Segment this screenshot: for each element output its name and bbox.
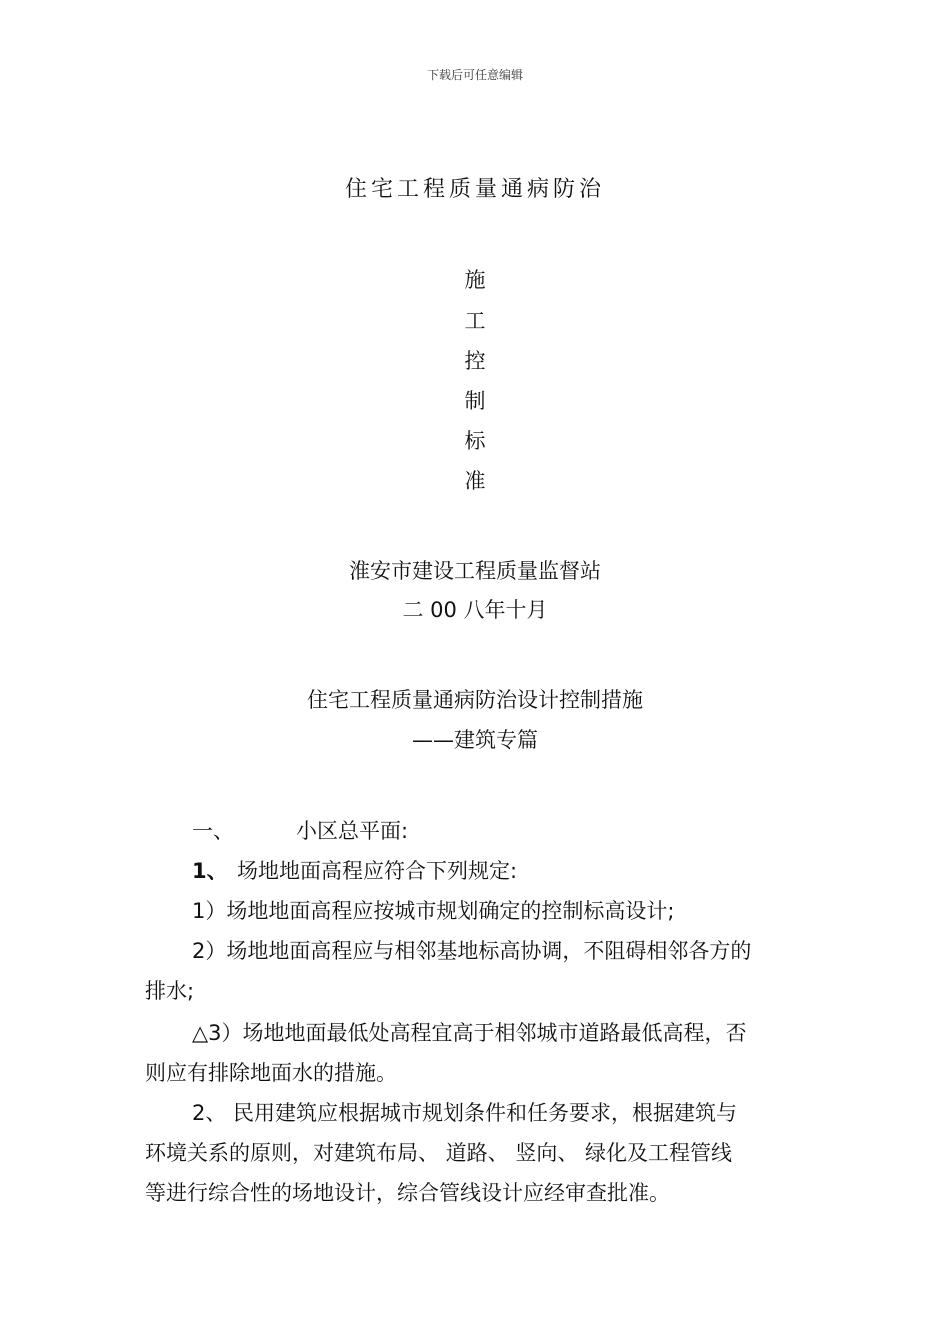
cover-title: 住宅工程质量通病防治: [344, 177, 605, 202]
section-subtitle: ——建筑专篇: [412, 728, 538, 752]
heading-text: 小区总平面:: [296, 819, 409, 843]
vertical-char: 标: [464, 429, 486, 453]
sub-item-2-line-2: 排水;: [145, 979, 195, 1003]
vertical-char: 施: [464, 268, 486, 292]
vertical-char: 工: [464, 309, 486, 333]
vertical-char: 控: [464, 349, 486, 373]
header-note: 下载后可任意编辑: [426, 68, 523, 82]
section-title: 住宅工程质量通病防治设计控制措施: [307, 688, 643, 712]
heading-number: 一、: [192, 819, 234, 843]
item-text: 场地地面高程应符合下列规定:: [237, 859, 518, 883]
vertical-char: 制: [464, 389, 486, 413]
organization-name: 淮安市建设工程质量监督站: [349, 559, 601, 583]
sub-item-3-line-1: △3）场地地面最低处高程宜高于相邻城市道路最低高程，否: [192, 1021, 747, 1045]
publish-date: 二 00 八年十月: [402, 598, 548, 622]
item-2-line-2: 环境关系的原则，对建筑布局、 道路、 竖向、 绿化及工程管线: [145, 1141, 733, 1165]
vertical-char: 准: [464, 469, 486, 493]
sub-item-2-line-1: 2）场地地面高程应与相邻基地标高协调，不阻碍相邻各方的: [192, 939, 752, 963]
sub-item-3-line-2: 则应有排除地面水的措施。: [145, 1061, 397, 1085]
item-2-line-3: 等进行综合性的场地设计，综合管线设计应经审查批准。: [145, 1181, 670, 1205]
item-number: 1、: [192, 859, 228, 883]
sub-item-1: 1）场地地面高程应按城市规划确定的控制标高设计;: [192, 899, 675, 923]
item-2-line-1: 2、 民用建筑应根据城市规划条件和任务要求，根据建筑与: [192, 1101, 738, 1125]
